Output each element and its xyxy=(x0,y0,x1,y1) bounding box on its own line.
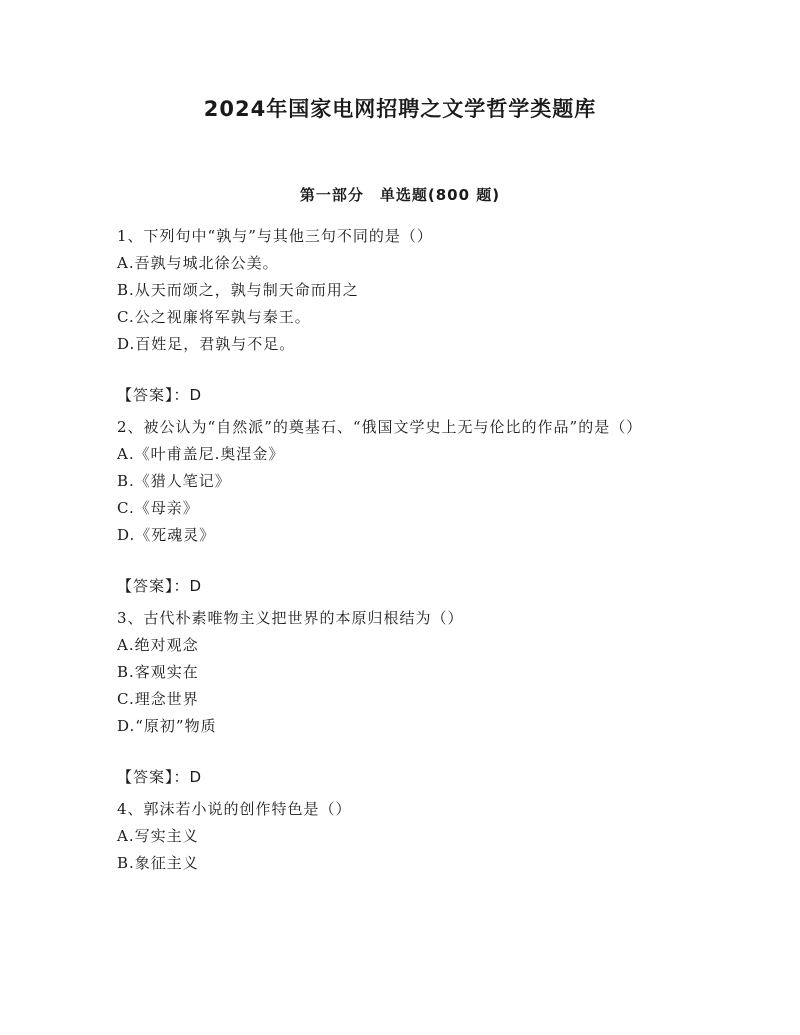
question-stem: 4、郭沫若小说的创作特色是（） xyxy=(117,800,352,818)
option-a: A.写实主义 xyxy=(117,827,199,845)
option-a: A.绝对观念 xyxy=(117,636,199,654)
question-3 xyxy=(117,605,677,791)
option-b: B.从天而颂之，孰与制天命而用之 xyxy=(117,281,359,299)
answer-label: 【答案】： xyxy=(117,768,190,786)
option-c: C.公之视廉将军孰与秦王。 xyxy=(117,308,311,326)
answer-value: D xyxy=(189,768,203,786)
option-d: D.《死魂灵》 xyxy=(117,526,216,544)
question-stem: 1、下列句中“孰与”与其他三句不同的是（） xyxy=(117,227,433,245)
document-title: 2024年国家电网招聘之文学哲学类题库 xyxy=(203,97,597,121)
answer-label: 【答案】： xyxy=(117,577,190,595)
answer-label: 【答案】： xyxy=(117,386,190,404)
question-4 xyxy=(117,796,677,877)
question-list xyxy=(117,223,677,877)
option-a: A.吾孰与城北徐公美。 xyxy=(117,254,279,272)
section-title: 第一部分 单选题(800 题) xyxy=(299,186,501,204)
question-stem: 3、古代朴素唯物主义把世界的本原归根结为（） xyxy=(117,609,464,627)
option-d: D.“原初”物质 xyxy=(117,717,217,735)
answer-line xyxy=(117,573,677,600)
answer-value: D xyxy=(189,577,203,595)
option-d: D.百姓足，君孰与不足。 xyxy=(117,335,296,353)
answer-value: D xyxy=(189,386,203,404)
question-stem: 2、被公认为“自然派”的奠基石、“俄国文学史上无与伦比的作品”的是（） xyxy=(117,418,643,436)
option-c: C.《母亲》 xyxy=(117,499,199,517)
option-c: C.理念世界 xyxy=(117,690,199,708)
question-1 xyxy=(117,223,677,409)
option-b: B.《猎人笔记》 xyxy=(117,472,231,490)
option-a: A.《叶甫盖尼.奥涅金》 xyxy=(117,445,285,463)
question-2 xyxy=(117,414,677,600)
answer-line xyxy=(117,382,677,409)
answer-line xyxy=(117,764,677,791)
option-b: B.象征主义 xyxy=(117,854,199,872)
option-b: B.客观实在 xyxy=(117,663,199,681)
